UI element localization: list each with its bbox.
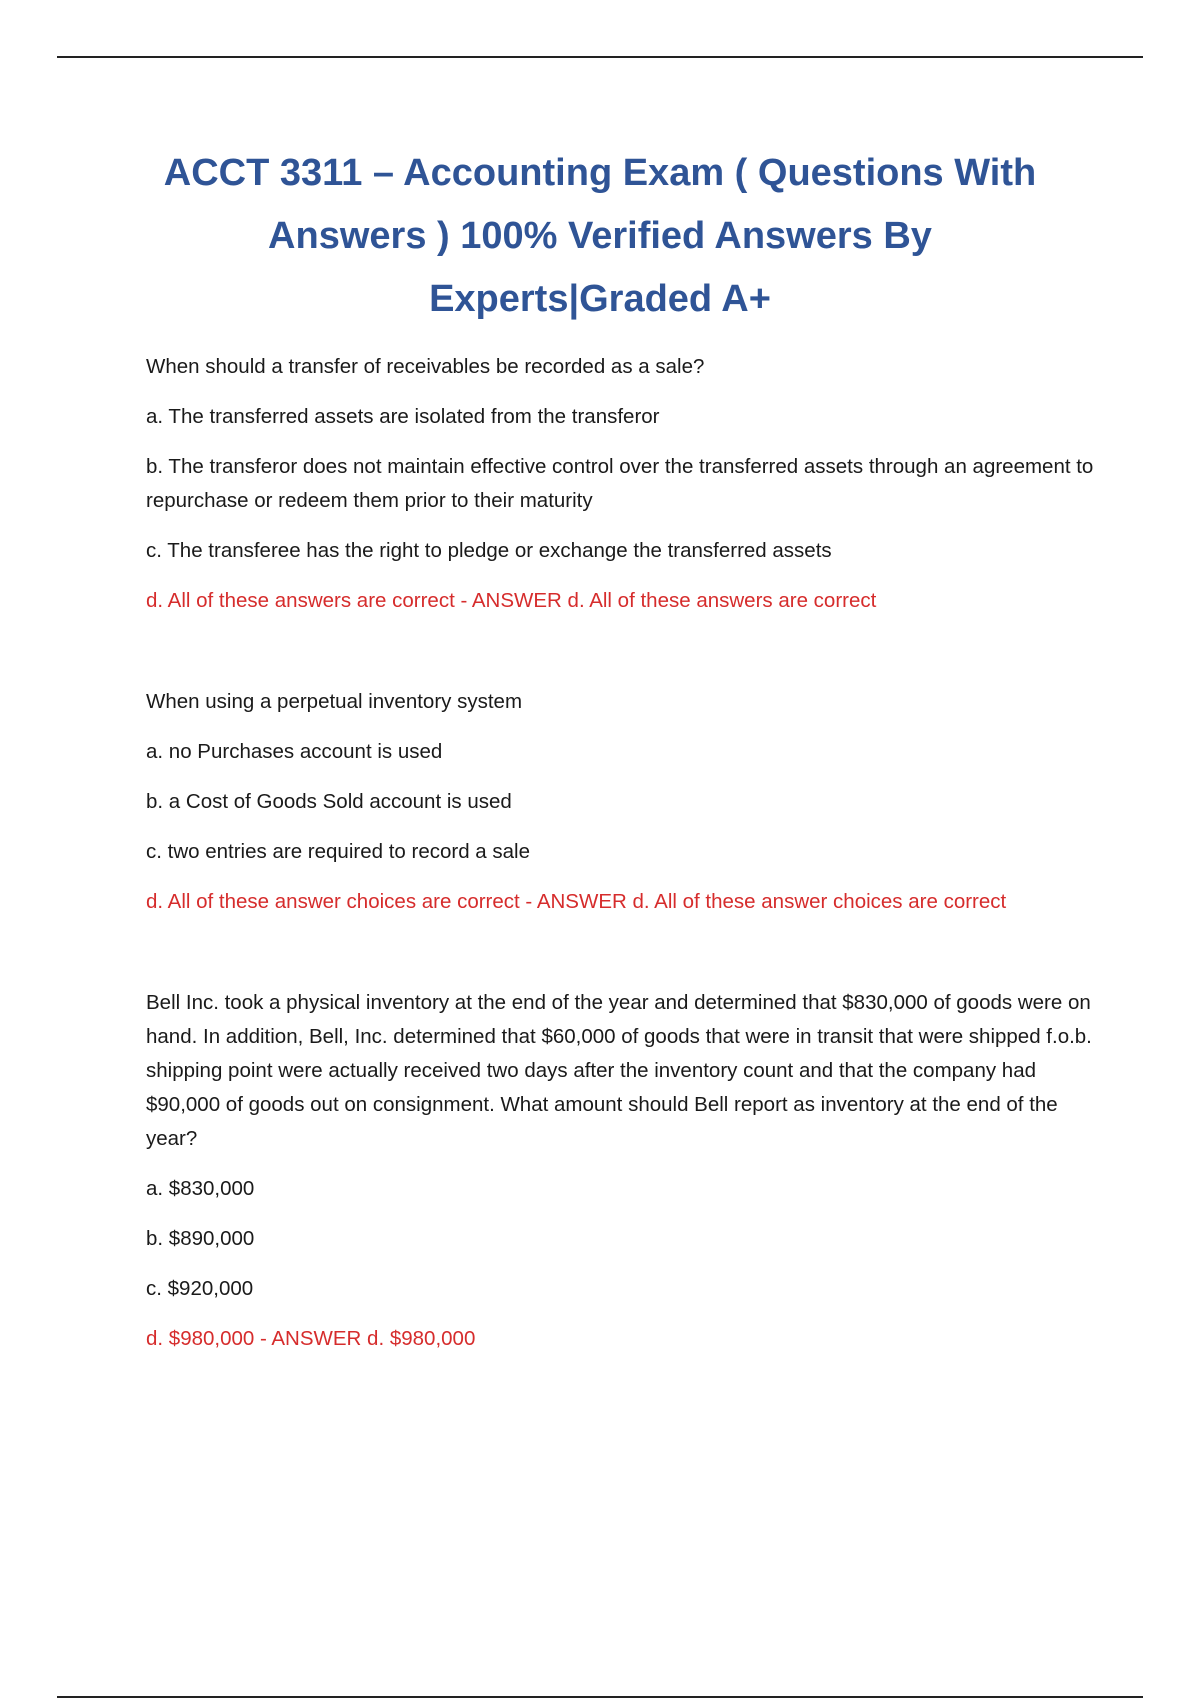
top-divider bbox=[57, 56, 1143, 58]
title-line-2: Answers ) 100% Verified Answers By bbox=[268, 215, 932, 257]
title-line-1: ACCT 3311 – Accounting Exam ( Questions With bbox=[163, 152, 1037, 194]
option-a: a. no Purchases account is used bbox=[146, 740, 443, 763]
question-block-1 bbox=[146, 350, 1096, 618]
question-text: When using a perpetual inventory system bbox=[146, 690, 523, 713]
bottom-divider bbox=[57, 1696, 1143, 1698]
question-block-2 bbox=[146, 685, 1096, 919]
option-b: b. The transferor does not maintain effective control over the transferred assets through an agreement to repurchase or redeem them prior to their maturity bbox=[146, 455, 1094, 512]
question-text: When should a transfer of receivables be recorded as a sale? bbox=[146, 355, 705, 378]
answer-text: d. All of these answers are correct - ANSWER d. All of these answers are correct bbox=[146, 589, 877, 612]
title-line-3: Experts|Graded A+ bbox=[429, 278, 771, 320]
option-a: a. $830,000 bbox=[146, 1177, 255, 1200]
question-text: Bell Inc. took a physical inventory at the end of the year and determined that $830,000 of goods were on hand. In addition, Bell, Inc. determined that $60,000 of goods that were in transit that were shipped f.o.b. shipping point were actually received two days after the inventory count and that the company had $90,000 of goods out on consignment. What amount should Bell report as inventory at the end of the year? bbox=[146, 991, 1092, 1150]
option-c: c. $920,000 bbox=[146, 1277, 254, 1300]
option-c: c. two entries are required to record a sale bbox=[146, 840, 530, 863]
question-block-3 bbox=[146, 986, 1096, 1356]
option-c: c. The transferee has the right to pledge or exchange the transferred assets bbox=[146, 539, 832, 562]
question-list bbox=[146, 350, 1096, 1372]
answer-text: d. $980,000 - ANSWER d. $980,000 bbox=[146, 1327, 476, 1350]
option-a: a. The transferred assets are isolated from the transferor bbox=[146, 405, 660, 428]
document-title bbox=[100, 142, 1100, 331]
option-b: b. $890,000 bbox=[146, 1227, 255, 1250]
answer-text: d. All of these answer choices are correct - ANSWER d. All of these answer choices are correct bbox=[146, 890, 1007, 913]
option-b: b. a Cost of Goods Sold account is used bbox=[146, 790, 512, 813]
